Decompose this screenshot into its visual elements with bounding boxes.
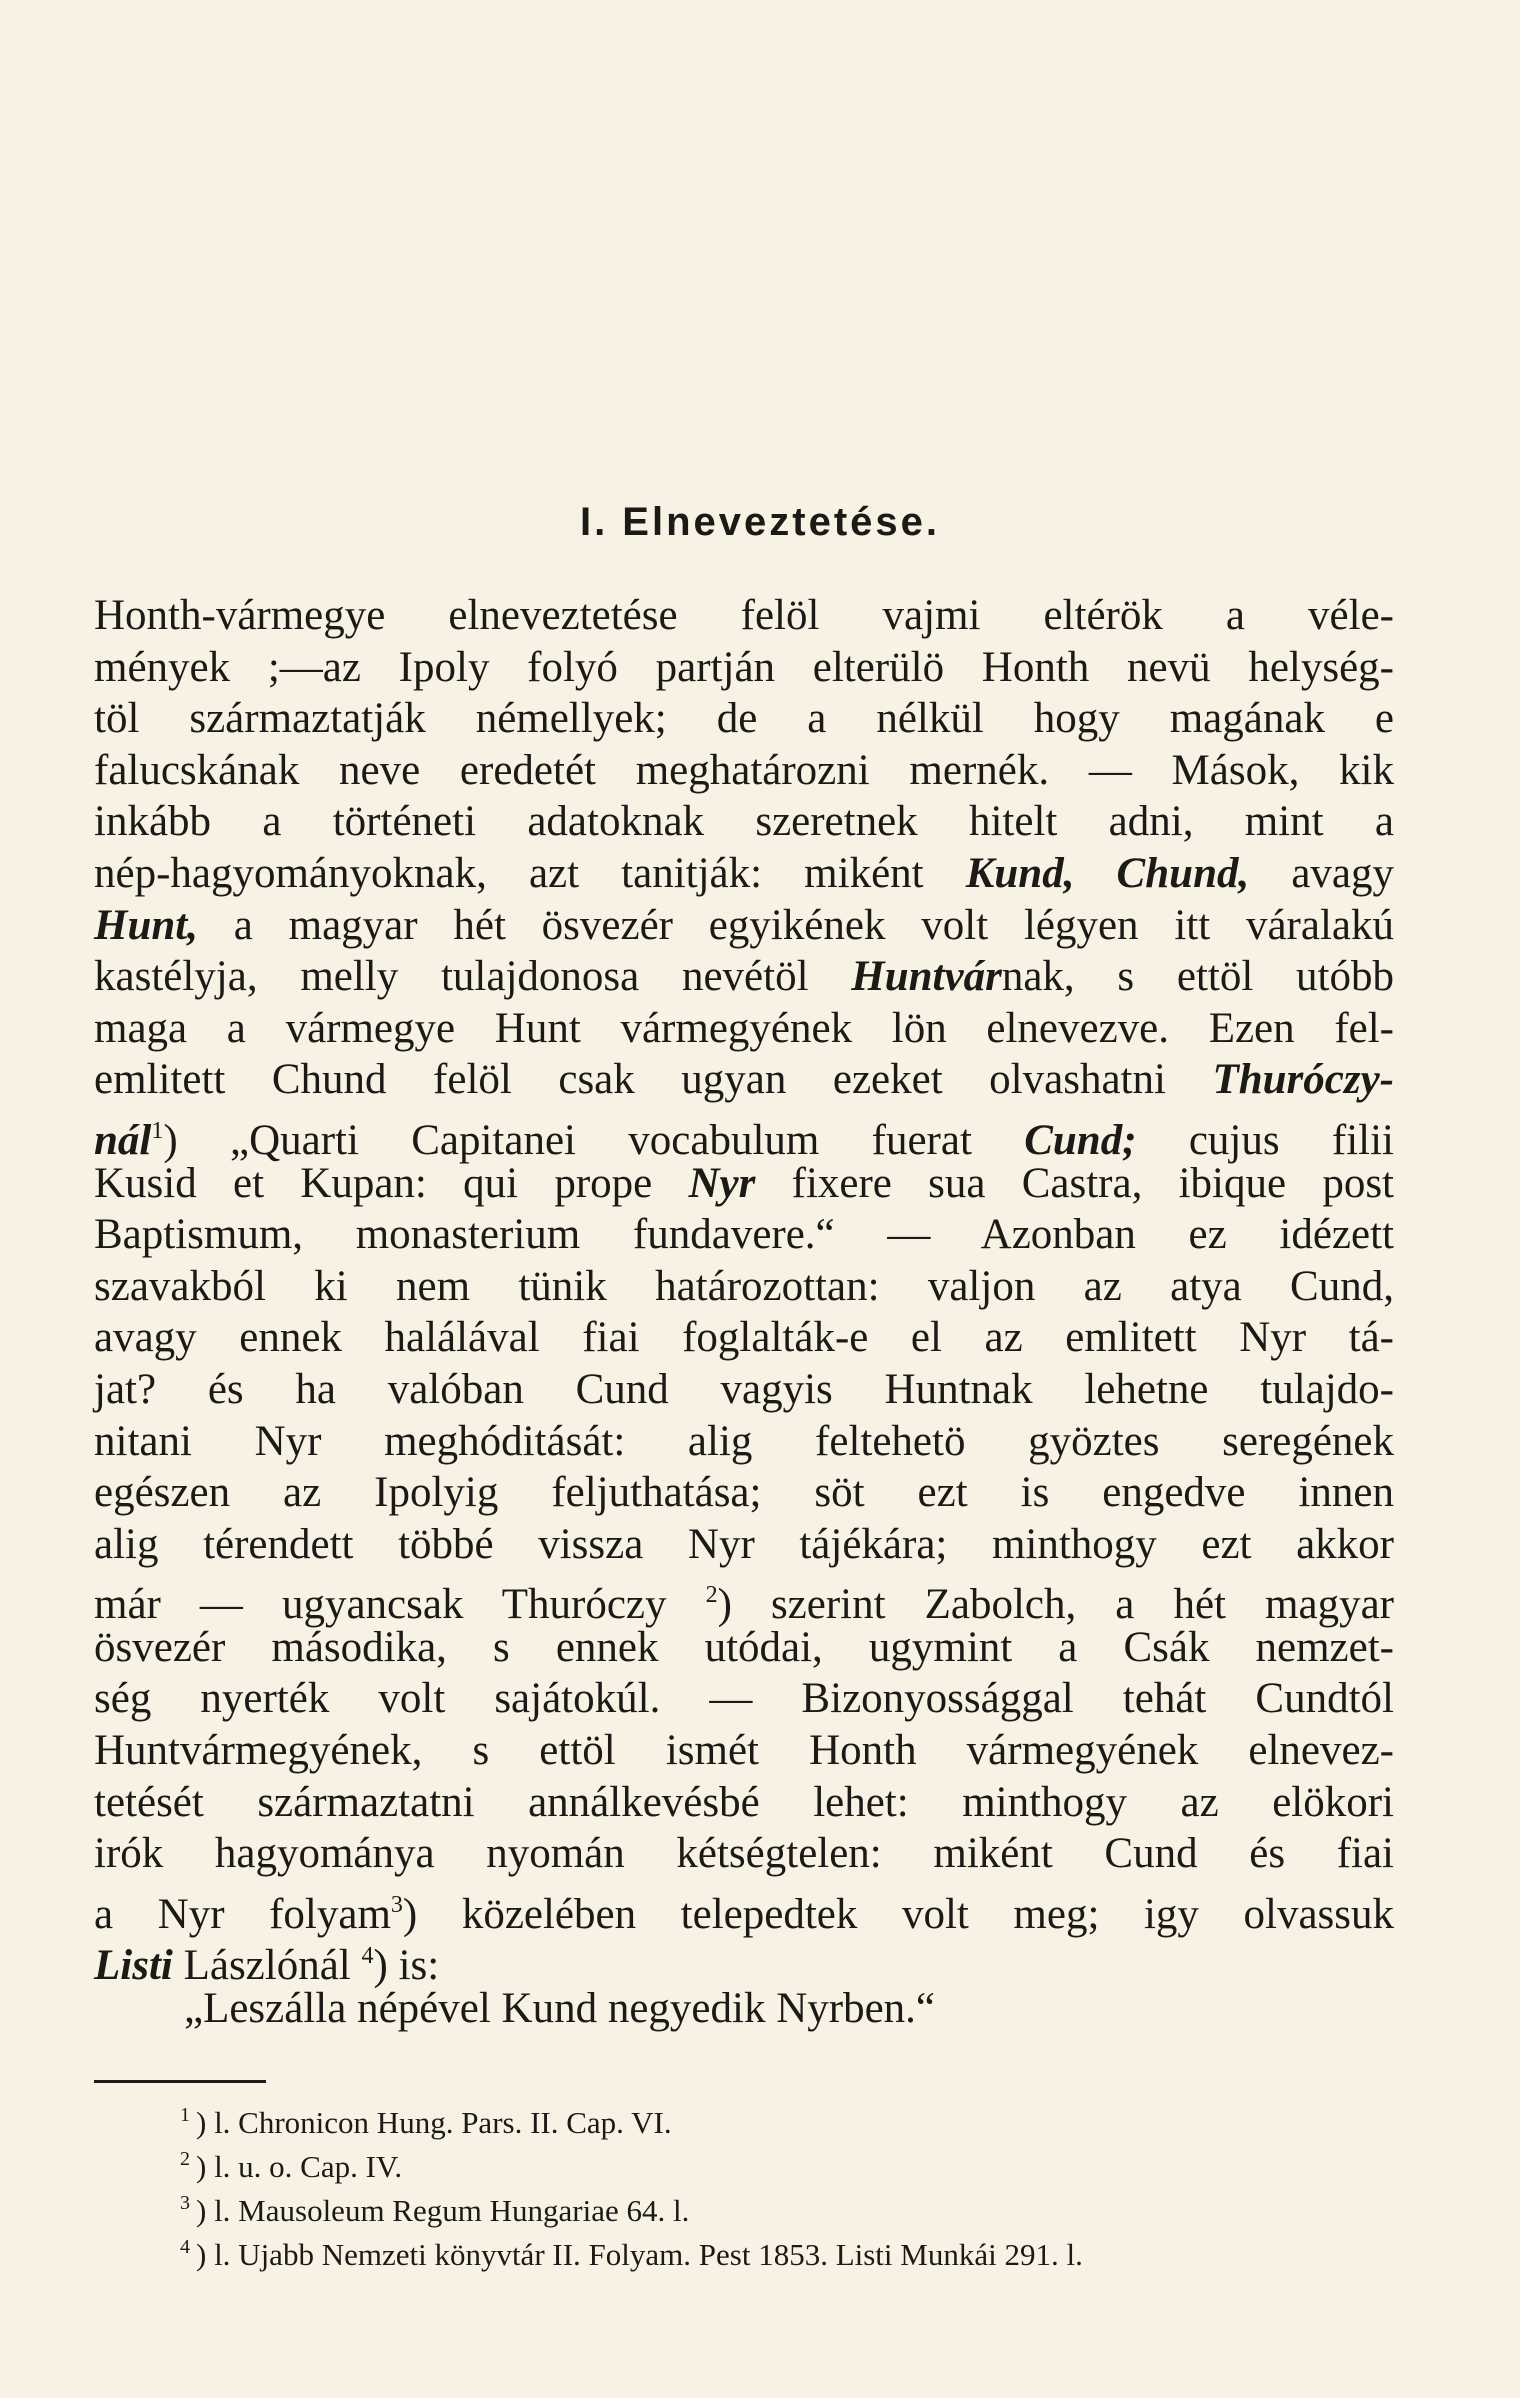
text-line: [94, 1312, 1394, 1364]
text-run: avagy: [1249, 849, 1395, 897]
footnote: [180, 2097, 1083, 2141]
text-line: [94, 693, 1394, 745]
text-run: ) közelében telepedtek volt meg; igy olvassuk: [402, 1890, 1394, 1938]
text-line: [94, 1622, 1394, 1674]
footnotes: [180, 2097, 1083, 2273]
text-run: a Nyr folyam: [94, 1890, 391, 1938]
text-line: [94, 796, 1394, 848]
footnote-mark: 4: [180, 2236, 190, 2258]
text-line: [94, 1054, 1394, 1106]
footnote-text: ) l. u. o. Cap. IV.: [196, 2149, 403, 2184]
footnote-reference: 3: [390, 1891, 403, 1918]
text-run: Huntvármegyének, s ettöl ismét Honth vármegyének elnevez-: [94, 1727, 1394, 1775]
text-run: Kusid et Kupan: qui prope: [94, 1159, 689, 1207]
footnote-mark: 3: [180, 2192, 190, 2214]
text-line: [94, 1416, 1394, 1468]
text-run: nitani Nyr meghóditását: alig feltehetö gyöztes seregének: [94, 1417, 1394, 1465]
text-run: tetését származtatni annálkevésbé lehet: minthogy az elökori: [94, 1778, 1394, 1826]
italic-name: nál: [94, 1116, 152, 1164]
text-run: cujus filii: [1136, 1116, 1395, 1164]
text-line: [94, 1931, 1394, 1990]
footnote-reference: 2: [705, 1582, 718, 1609]
text-run: maga a vármegye Hunt vármegyének lön elnevezve. Ezen fel-: [94, 1004, 1394, 1052]
text-line: [94, 848, 1394, 900]
text-run: szavakból ki nem tünik határozottan: valjon az atya Cund,: [94, 1262, 1394, 1310]
quote-line: [94, 1983, 1394, 2035]
footnote-rule: [94, 2080, 266, 2083]
text-run: nak, s ettöl utóbb: [1001, 953, 1394, 1001]
italic-name: Nyr: [688, 1159, 756, 1207]
text-run: ) is:: [373, 1942, 440, 1990]
text-line: [94, 951, 1394, 1003]
footnote-mark: 1: [180, 2104, 190, 2126]
text-run: nép-hagyományoknak, azt tanitják: miként: [94, 849, 966, 897]
text-line: [94, 1364, 1394, 1416]
section-heading: I. Elneveztetése.: [579, 500, 941, 544]
italic-name: Huntvár: [851, 953, 1002, 1001]
text-run: emlitett Chund felöl csak ugyan ezeket olvashatni: [94, 1056, 1213, 1104]
text-line: [94, 1158, 1394, 1210]
text-run: fixere sua Castra, ibique post: [755, 1159, 1395, 1207]
footnote: [180, 2141, 1083, 2185]
footnote: [180, 2185, 1083, 2229]
text-run: falucskának neve eredetét meghatározni mernék. — Mások, kik: [94, 746, 1394, 794]
text-run: Baptismum, monasterium fundavere.“ — Azonban ez idézett: [94, 1211, 1394, 1259]
text-run: alig térendett többé vissza Nyr tájékára; minthogy ezt akkor: [94, 1520, 1394, 1568]
text-line: [94, 1673, 1394, 1725]
text-run: ség nyerték volt sajátokúl. — Bizonyossággal tehát Cundtól: [94, 1675, 1394, 1723]
text-line: [94, 642, 1394, 694]
text-run: Honth-vármegye elneveztetése felöl vajmi eltérök a véle-: [94, 592, 1394, 639]
text-run: „Leszálla népével Kund negyedik Nyrben.“: [184, 1985, 935, 2033]
text-run: a magyar hét ösvezér egyikének volt légyen itt váralakú: [197, 901, 1394, 949]
text-run: kastélyja, melly tulajdonosa nevétöl: [94, 953, 852, 1001]
italic-name: Cund;: [1024, 1116, 1137, 1164]
text-line: [94, 1777, 1394, 1829]
text-run: ) „Quarti Capitanei vocabulum fuerat: [163, 1116, 1025, 1164]
text-run: Lászlónál: [172, 1942, 362, 1990]
text-line: [94, 1261, 1394, 1313]
italic-name: Hunt,: [94, 901, 198, 949]
text-line: [94, 1106, 1395, 1164]
footnote-text: ) l. Chronicon Hung. Pars. II. Cap. VI.: [196, 2105, 672, 2140]
text-run: ösvezér másodika, s ennek utódai, ugymint a Csák nemzet-: [94, 1623, 1394, 1671]
text-line: [94, 1725, 1394, 1777]
footnote-text: ) l. Ujabb Nemzeti könyvtár II. Folyam. Pest 1853. Listi Munkái 291. l.: [196, 2237, 1083, 2272]
text-run: már — ugyancsak Thuróczy: [94, 1581, 706, 1629]
text-run: töl származtatják némellyek; de a nélkül hogy magának e: [94, 695, 1394, 743]
text-run: inkább a történeti adatoknak szeretnek hitelt adni, mint a: [94, 798, 1394, 846]
text-line: [94, 900, 1394, 952]
italic-name: Kund, Chund,: [965, 849, 1250, 897]
text-run: ) szerint Zabolch, a hét magyar: [717, 1581, 1394, 1629]
text-line: [94, 590, 1394, 642]
text-run: irók hagyománya nyomán kétségtelen: miként Cund és fiai: [94, 1830, 1394, 1878]
footnote: [180, 2229, 1083, 2273]
italic-name: Listi: [94, 1942, 173, 1990]
footnote-mark: 2: [180, 2148, 190, 2170]
text-line: [94, 1467, 1394, 1519]
text-line: [94, 1519, 1394, 1571]
footnote-reference: 4: [361, 1943, 374, 1970]
body-text: [94, 590, 1394, 2035]
italic-name: Thuróczy-: [1212, 1056, 1394, 1104]
footnote-text: ) l. Mausoleum Regum Hungariae 64. l.: [196, 2193, 690, 2228]
text-line: [94, 1003, 1394, 1055]
text-run: jat? és ha valóban Cund vagyis Huntnak lehetne tulajdo-: [94, 1365, 1394, 1413]
footnote-reference: 1: [151, 1117, 164, 1144]
text-run: mények ;—az Ipoly folyó partján elterülö Honth nevü helység-: [94, 643, 1394, 691]
text-line: [94, 745, 1394, 797]
text-line: [94, 1209, 1394, 1261]
text-run: avagy ennek halálával fiai foglalták-e el az emlitett Nyr tá-: [94, 1314, 1394, 1362]
text-line: [94, 1570, 1394, 1629]
text-line: [94, 1828, 1394, 1880]
text-line: [94, 1880, 1394, 1938]
text-run: egészen az Ipolyig feljuthatása; söt ezt is engedve innen: [94, 1469, 1394, 1517]
